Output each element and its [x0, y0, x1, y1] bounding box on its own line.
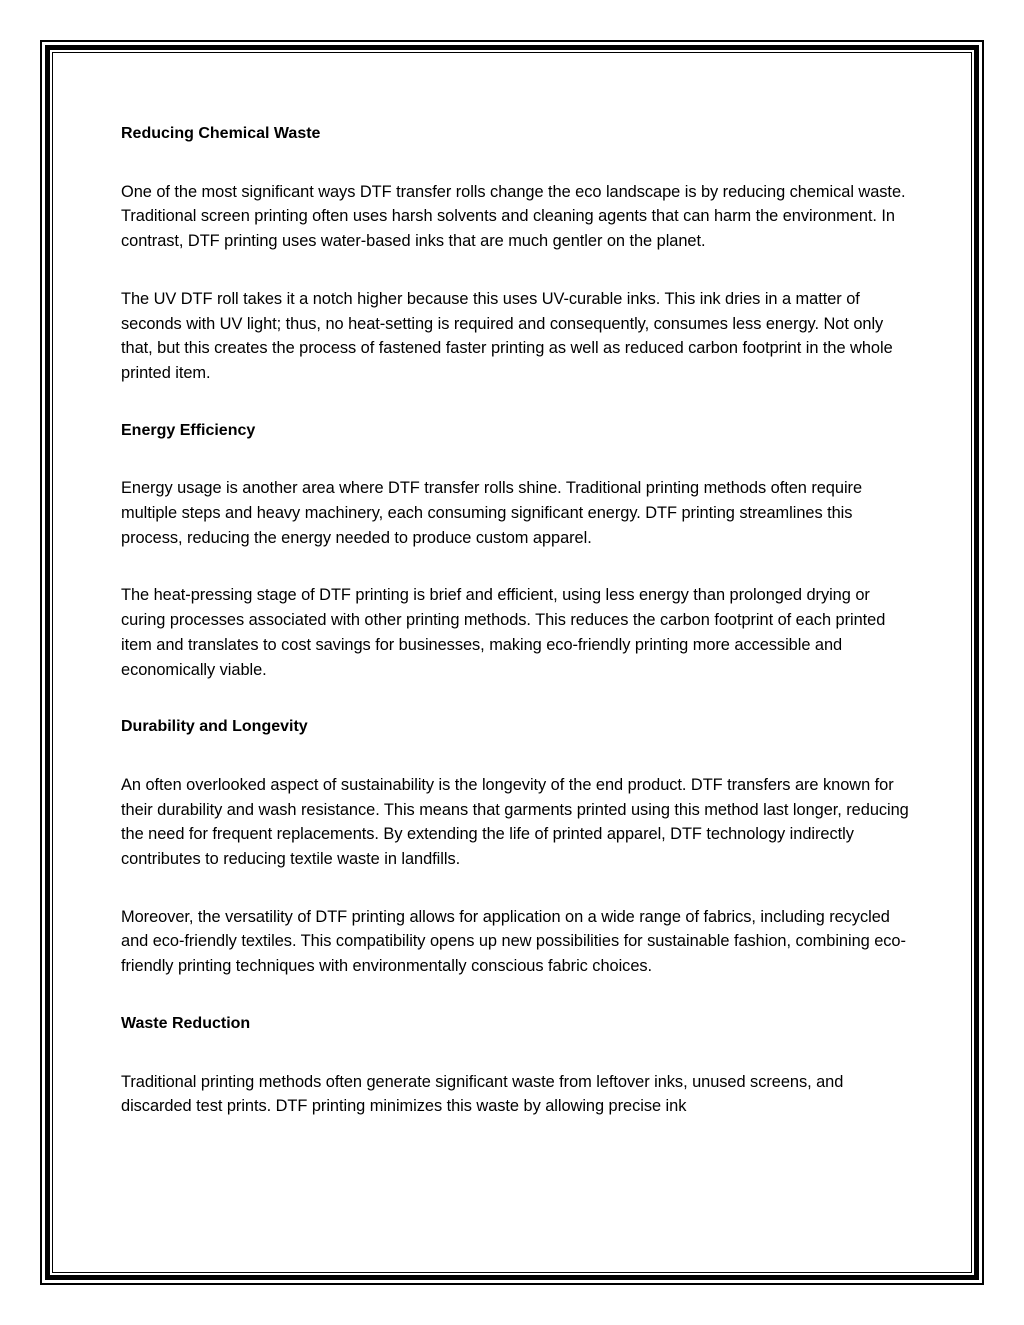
document-body [121, 122, 911, 1152]
section-durability-and-longevity [121, 715, 911, 979]
section-energy-efficiency [121, 419, 911, 683]
section-heading: Waste Reduction [121, 1014, 251, 1032]
paragraph: Traditional printing methods often generate significant waste from leftover inks, unused screens, and discarded test prints. DTF printing minimizes this waste by allowing precise ink [121, 1072, 844, 1116]
section-reducing-chemical-waste [121, 122, 911, 386]
paragraph: Energy usage is another area where DTF transfer rolls shine. Traditional printing methods often require multiple steps and heavy machinery, each consuming significant energy. DTF printing streamlines this process, reducing the energy needed to produce custom apparel. [121, 479, 863, 547]
section-heading: Reducing Chemical Waste [121, 125, 321, 142]
paragraph: The UV DTF roll takes it a notch higher because this uses UV-curable inks. This ink dries in a matter of seconds with UV light; thus, no heat-setting is required and consequently, consumes less energy. Not only that, but this creates the process of fastened faster printing as well as reduced carbon footprint in the whole printed item. [121, 289, 893, 382]
section-heading: Energy Efficiency [121, 421, 256, 439]
paragraph: An often overlooked aspect of sustainability is the longevity of the end product. DTF transfers are known for their durability and wash resistance. This means that garments printed using this method last longer, reducing the need for frequent replacements. By extending the life of printed apparel, DTF technology indirectly contributes to reducing textile waste in landfills. [121, 775, 909, 869]
paragraph: One of the most significant ways DTF transfer rolls change the eco landscape is by reducing chemical waste. Traditional screen printing often uses harsh solvents and cleaning agents that can harm the environment. In contrast, DTF printing uses water-based inks that are much gentler on the planet. [121, 182, 906, 251]
paragraph: Moreover, the versatility of DTF printing allows for application on a wide range of fabrics, including recycled and eco-friendly textiles. This compatibility opens up new possibilities for sustainable fashion, combining eco-friendly printing techniques with environmentally conscious fabric choices. [121, 907, 906, 976]
section-waste-reduction [121, 1012, 911, 1119]
section-heading: Durability and Longevity [121, 718, 308, 736]
paragraph: The heat-pressing stage of DTF printing is brief and efficient, using less energy than prolonged drying or curing processes associated with other printing methods. This reduces the carbon footprint of each printed item and translates to cost savings for businesses, making eco-friendly printing more accessible and economically viable. [121, 586, 886, 679]
